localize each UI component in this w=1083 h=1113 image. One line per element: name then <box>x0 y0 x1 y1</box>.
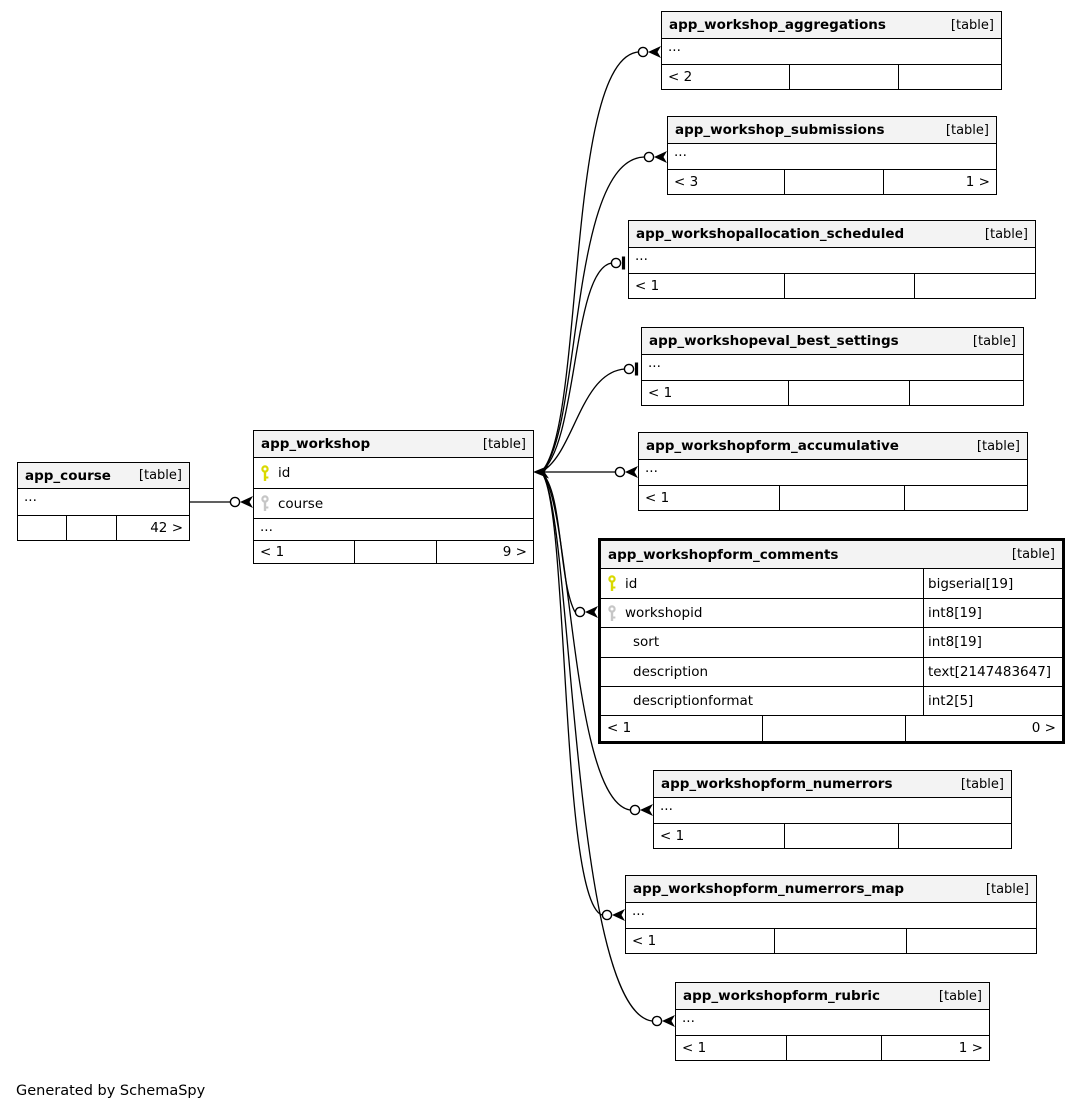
footer-cell <box>639 486 779 510</box>
table-footer <box>18 515 189 540</box>
footer-cell <box>436 541 533 563</box>
table-header <box>18 463 189 489</box>
column-row-workshopid <box>601 598 1062 627</box>
ellipsis-text: ... <box>635 248 648 264</box>
table-type-tag: [table] <box>972 333 1016 349</box>
optional-circle-marker <box>644 152 653 161</box>
footer-cell <box>909 381 1023 405</box>
foreign-key-icon <box>260 495 271 512</box>
table-name: app_workshopform_numerrors_map <box>633 881 905 897</box>
table-node-app_workshopform_rubric[interactable] <box>675 982 990 1061</box>
table-footer <box>676 1035 989 1060</box>
column-name-cell <box>254 458 533 488</box>
columns-collapsed-row <box>676 1010 989 1035</box>
relationship-edge-app_workshop_submissions <box>541 157 644 472</box>
columns-collapsed-row <box>639 460 1027 485</box>
table-node-app_workshop[interactable] <box>253 430 534 564</box>
relationship-count: 42 > <box>150 520 183 536</box>
table-footer <box>668 169 996 194</box>
column-name-cell <box>601 569 923 598</box>
column-name: course <box>278 495 324 512</box>
footer-cell <box>906 929 1036 953</box>
table-name: app_workshopform_numerrors <box>661 776 893 792</box>
parent-arrow-marker <box>533 466 549 479</box>
table-name: app_workshop_aggregations <box>669 17 886 33</box>
table-footer <box>626 928 1036 953</box>
table-type-tag: [table] <box>945 122 989 138</box>
crows-foot-marker <box>585 606 598 618</box>
column-name-cell <box>254 489 533 518</box>
footer-cell <box>66 516 116 540</box>
footer-cell <box>654 824 784 848</box>
footer-cell <box>668 170 784 194</box>
columns-collapsed-row <box>254 518 533 540</box>
table-header <box>642 328 1023 355</box>
footer-cell <box>629 274 784 298</box>
column-name: description <box>633 663 709 680</box>
table-footer <box>629 273 1035 298</box>
column-name: workshopid <box>625 605 703 622</box>
column-name: sort <box>633 634 660 651</box>
primary-key-icon <box>260 465 271 482</box>
ellipsis-text: ... <box>260 519 273 535</box>
footer-cell <box>779 486 904 510</box>
table-node-app_workshopform_comments[interactable] <box>598 538 1065 744</box>
column-row-course <box>254 488 533 518</box>
column-type: bigserial[19] <box>923 569 1062 598</box>
column-row-id <box>601 569 1062 598</box>
footer-cell <box>626 929 774 953</box>
table-type-tag: [table] <box>984 226 1028 242</box>
footer-cell <box>116 516 189 540</box>
ellipsis-text: ... <box>682 1010 695 1026</box>
table-node-app_workshopallocation_scheduled[interactable] <box>628 220 1036 299</box>
column-type: int8[19] <box>923 599 1062 627</box>
relationship-edge-app_workshop_aggregations <box>541 52 638 472</box>
footer-cell <box>898 824 1011 848</box>
table-name: app_workshopform_accumulative <box>646 438 899 454</box>
column-name: id <box>625 575 638 592</box>
table-header <box>639 433 1027 460</box>
table-header <box>662 12 1001 39</box>
optional-circle-marker <box>638 47 647 56</box>
footer-cell <box>881 1036 989 1060</box>
table-type-tag: [table] <box>985 881 1029 897</box>
table-node-app_workshop_submissions[interactable] <box>667 116 997 195</box>
optional-circle-marker <box>615 467 624 476</box>
footer-cell <box>784 824 898 848</box>
relationship-count: < 2 <box>668 69 693 85</box>
ellipsis-text: ... <box>645 460 658 476</box>
footer-cell <box>762 716 905 741</box>
footer-cell <box>676 1036 786 1060</box>
ellipsis-text: ... <box>674 144 687 160</box>
ellipsis-text: ... <box>660 798 673 814</box>
table-type-tag: [table] <box>1011 547 1055 562</box>
footer-cell <box>904 486 1027 510</box>
table-type-tag: [table] <box>138 468 182 483</box>
footer-cell <box>601 716 762 741</box>
foreign-key-icon <box>607 605 618 622</box>
primary-key-icon <box>607 575 618 592</box>
column-name: descriptionformat <box>633 692 754 709</box>
footer-cell <box>254 541 354 563</box>
table-node-app_workshop_aggregations[interactable] <box>661 11 1002 90</box>
table-type-tag: [table] <box>976 438 1020 454</box>
crows-foot-marker <box>640 804 653 816</box>
optional-circle-marker <box>652 1016 661 1025</box>
column-name-cell <box>601 628 923 656</box>
crows-foot-marker <box>612 909 625 921</box>
table-name: app_workshopeval_best_settings <box>649 333 899 349</box>
relationship-edge-app_workshopform_comments <box>541 472 575 612</box>
column-name-cell <box>601 687 923 715</box>
optional-circle-marker <box>624 364 633 373</box>
footer-cell <box>662 65 789 89</box>
table-header <box>601 541 1062 569</box>
table-node-app_workshopform_accumulative[interactable] <box>638 432 1028 511</box>
optional-circle-marker <box>611 258 620 267</box>
table-name: app_course <box>25 467 111 484</box>
table-node-app_workshopform_numerrors_map[interactable] <box>625 875 1037 954</box>
relationship-edge-app_workshopallocation_scheduled <box>541 263 612 472</box>
table-node-app_course[interactable] <box>17 462 190 541</box>
table-node-app_workshopform_numerrors[interactable] <box>653 770 1012 849</box>
column-name-cell <box>601 599 923 627</box>
table-header <box>629 221 1035 248</box>
crows-foot-marker <box>240 496 253 508</box>
relationship-count: < 1 <box>632 933 657 949</box>
table-footer <box>662 64 1001 89</box>
footer-cell <box>354 541 436 563</box>
table-header <box>676 983 989 1010</box>
table-header <box>668 117 996 144</box>
table-footer <box>601 715 1062 741</box>
table-type-tag: [table] <box>960 776 1004 792</box>
column-type: int2[5] <box>923 687 1062 715</box>
relationship-count: < 1 <box>635 278 660 294</box>
footer-cell <box>642 381 788 405</box>
table-name: app_workshopform_comments <box>608 546 839 563</box>
footer-cell <box>784 274 914 298</box>
ellipsis-text: ... <box>24 489 37 505</box>
footer-cell <box>898 65 1001 89</box>
table-header <box>626 876 1036 903</box>
relationship-count: < 1 <box>648 385 673 401</box>
relationship-count: < 1 <box>645 490 670 506</box>
optional-circle-marker <box>630 805 639 814</box>
relationship-count: 9 > <box>502 544 527 560</box>
column-type: text[2147483647] <box>923 658 1062 686</box>
footer-cell <box>786 1036 881 1060</box>
columns-collapsed-row <box>642 355 1023 380</box>
columns-collapsed-row <box>662 39 1001 64</box>
generated-by-note: Generated by SchemaSpy <box>16 1083 206 1099</box>
table-type-tag: [table] <box>938 988 982 1004</box>
column-type: int8[19] <box>923 628 1062 656</box>
table-footer <box>639 485 1027 510</box>
relationship-count: < 1 <box>682 1040 707 1056</box>
crows-foot-marker <box>654 151 667 163</box>
footer-cell <box>774 929 906 953</box>
columns-collapsed-row <box>626 903 1036 928</box>
table-name: app_workshopallocation_scheduled <box>636 226 905 242</box>
relationship-count: 0 > <box>1031 720 1056 737</box>
table-type-tag: [table] <box>950 17 994 33</box>
footer-cell <box>18 516 66 540</box>
table-footer <box>642 380 1023 405</box>
column-row-sort <box>601 627 1062 656</box>
relationship-edge-app_workshopform_numerrors_map <box>541 472 602 915</box>
footer-cell <box>784 170 883 194</box>
table-name: app_workshop <box>261 436 371 452</box>
relationship-count: < 1 <box>660 828 685 844</box>
table-type-tag: [table] <box>482 436 526 452</box>
crows-foot-marker <box>662 1015 675 1027</box>
column-row-description <box>601 657 1062 686</box>
ellipsis-text: ... <box>668 39 681 55</box>
crows-foot-marker <box>648 46 661 58</box>
table-node-app_workshopeval_best_settings[interactable] <box>641 327 1024 406</box>
table-name: app_workshopform_rubric <box>683 988 880 1004</box>
relationship-count: < 3 <box>674 174 699 190</box>
column-row-descriptionformat <box>601 686 1062 715</box>
footer-cell <box>789 65 898 89</box>
column-name: id <box>278 465 291 481</box>
relationship-count: < 1 <box>607 720 632 737</box>
table-header <box>654 771 1011 798</box>
column-name-cell <box>601 658 923 686</box>
column-row-id <box>254 458 533 488</box>
optional-circle-marker <box>575 607 584 616</box>
columns-collapsed-row <box>668 144 996 169</box>
crows-foot-marker <box>625 466 638 478</box>
columns-collapsed-row <box>18 489 189 515</box>
optional-circle-marker <box>230 497 239 506</box>
table-footer <box>654 823 1011 848</box>
footer-cell <box>905 716 1062 741</box>
table-name: app_workshop_submissions <box>675 122 885 138</box>
columns-collapsed-row <box>629 248 1035 273</box>
relationship-count: 1 > <box>965 174 990 190</box>
table-footer <box>254 540 533 563</box>
relationship-count: < 1 <box>260 544 285 560</box>
ellipsis-text: ... <box>632 903 645 919</box>
columns-collapsed-row <box>654 798 1011 823</box>
ellipsis-text: ... <box>648 355 661 371</box>
footer-cell <box>883 170 996 194</box>
footer-cell <box>914 274 1035 298</box>
footer-cell <box>788 381 909 405</box>
relationship-count: 1 > <box>958 1040 983 1056</box>
optional-circle-marker <box>602 910 611 919</box>
table-header <box>254 431 533 458</box>
relationship-edge-app_workshopeval_best_settings <box>541 369 625 472</box>
